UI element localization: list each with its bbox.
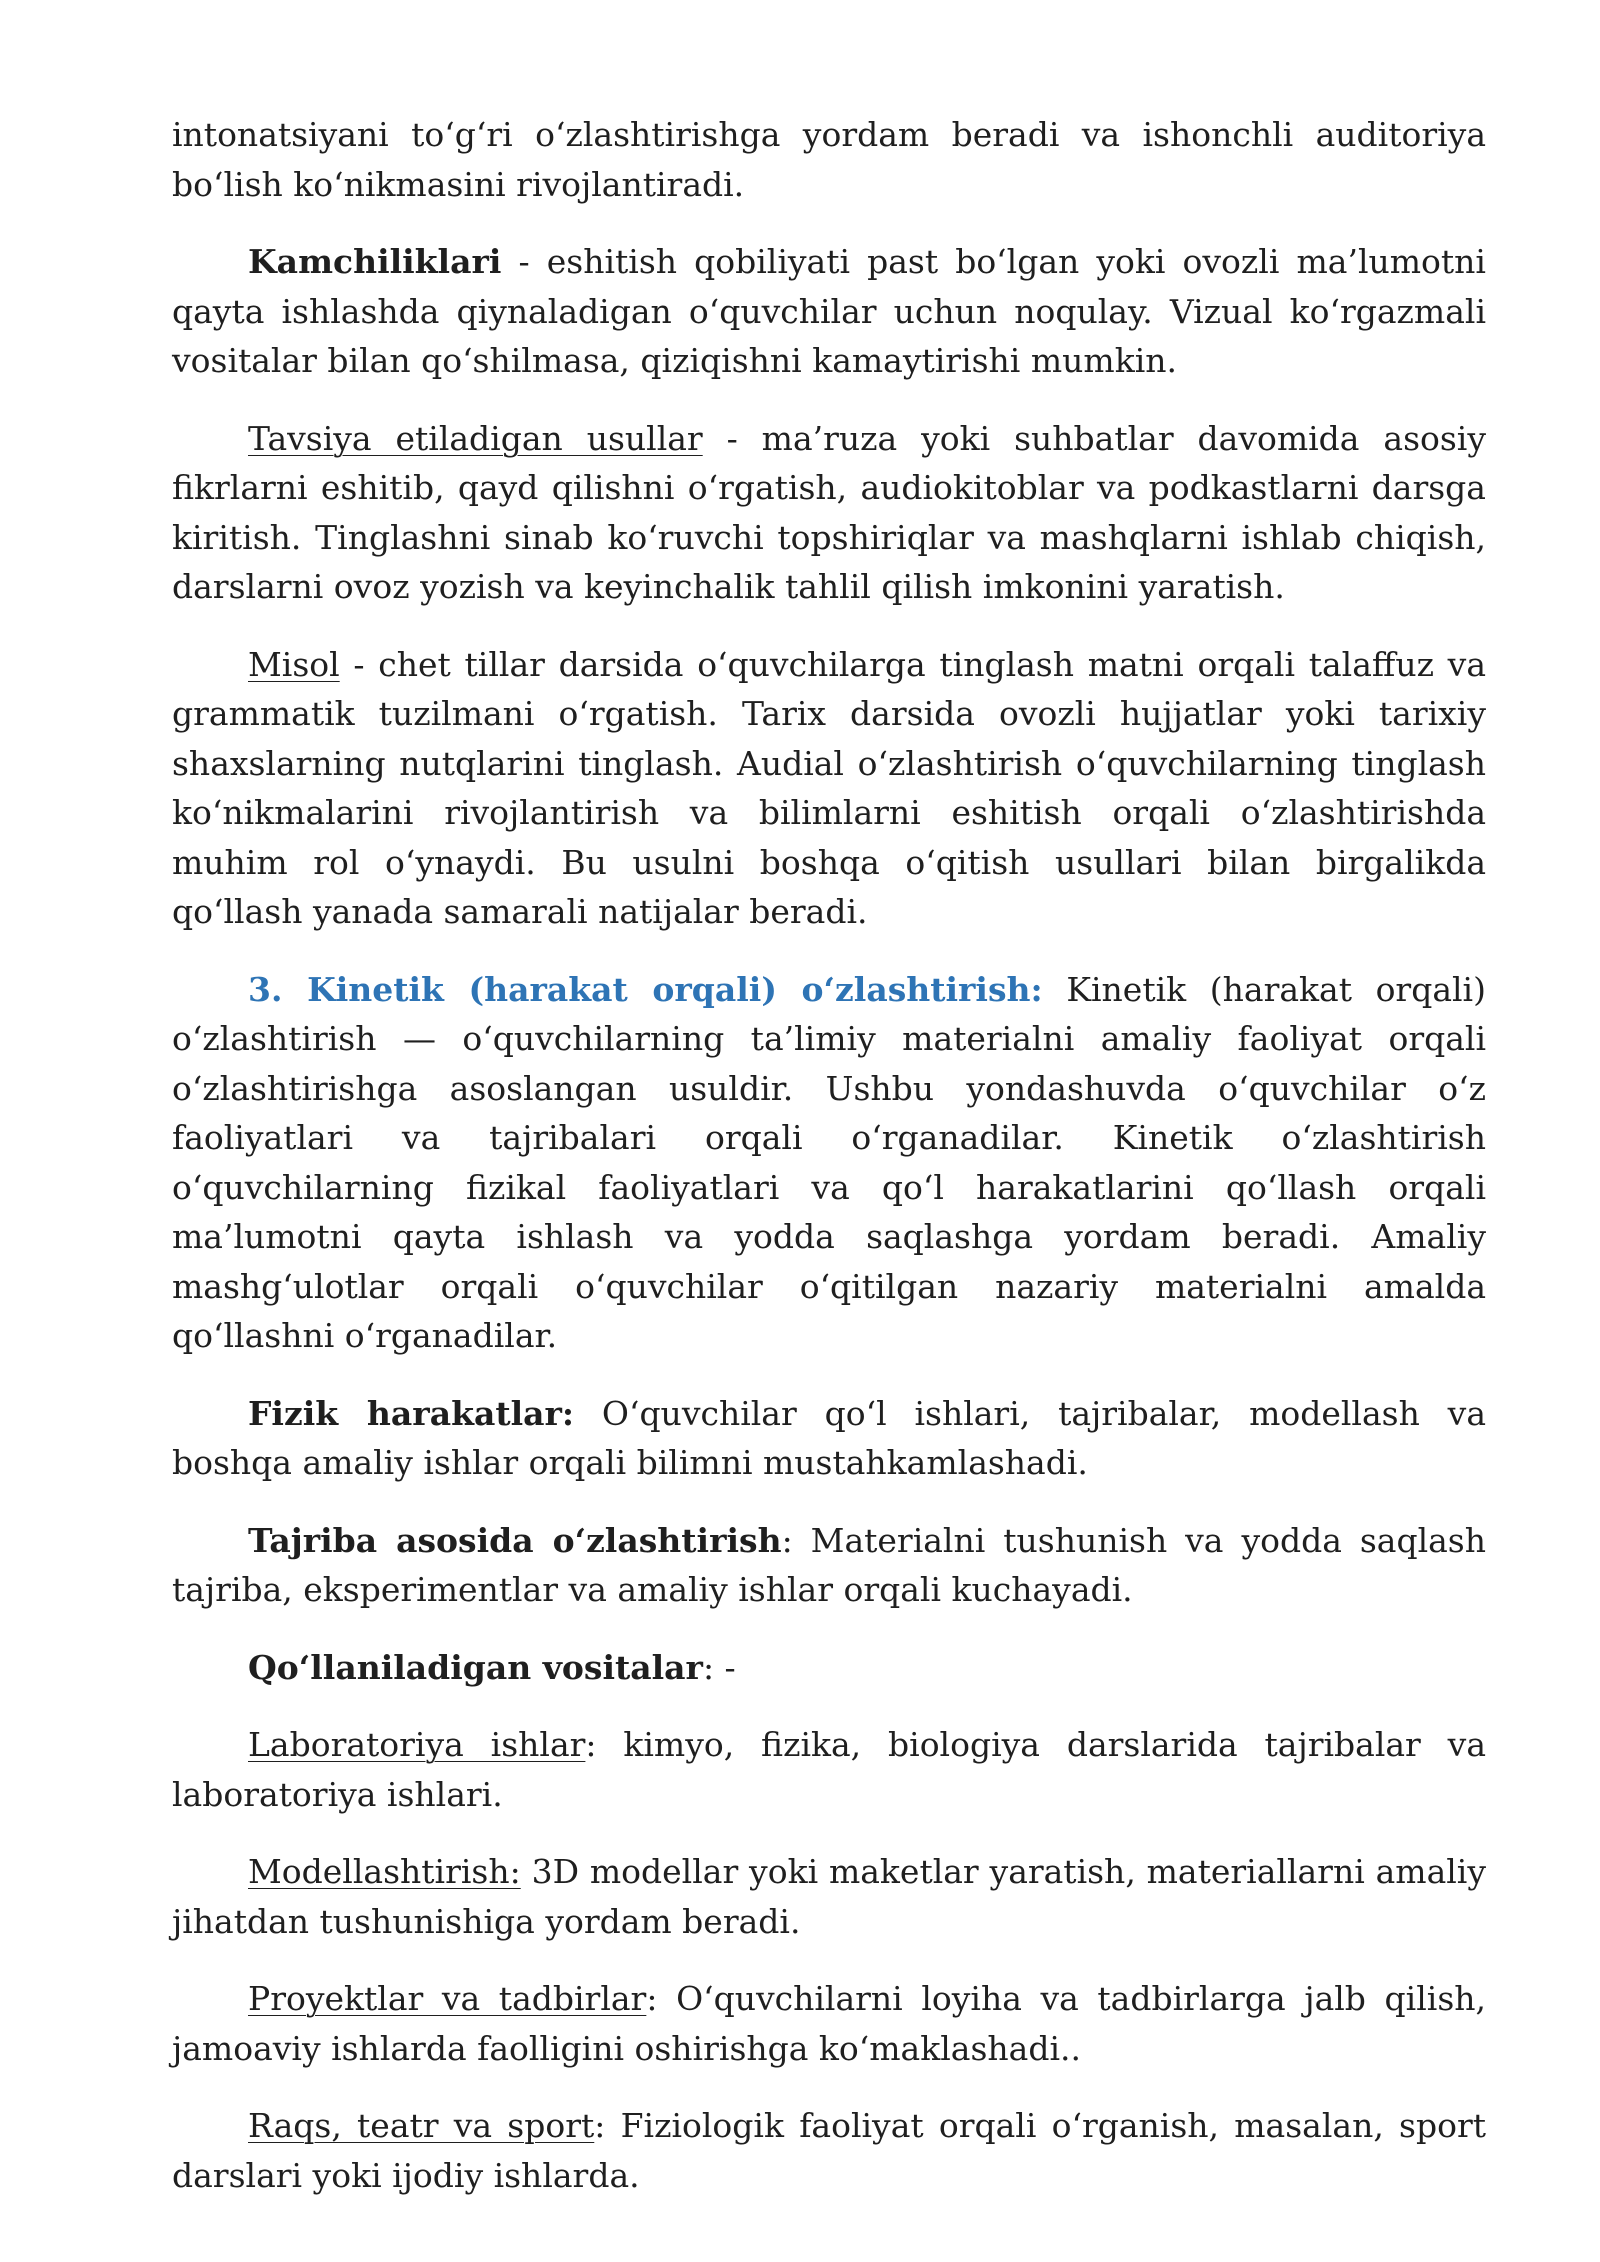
paragraph-text: intonatsiyani to‘g‘ri o‘zlashtirishga yordam beradi va ishonchli auditoriya bo‘lish ko‘nikmasini rivojlantiradi. [172,115,1486,204]
paragraph-experience-based [172,1516,1486,1615]
tools-label: Qo‘llaniladigan vositalar [248,1647,703,1687]
physical-movements-label: Fizik harakatlar: [248,1393,575,1433]
paragraph-tools [172,1643,1486,1693]
paragraph-projects [172,1974,1486,2073]
paragraph-text: : Materialni tushunish va yodda saqlash tajriba, eksperimentlar va amaliy ishlar orqali kuchayadi. [172,1520,1486,1609]
paragraph-text: : O‘quvchilarni loyiha va tadbirlarga jalb qilish, jamoaviy ishlarda faolligini oshirishga ko‘maklashadi.. [172,1979,1486,2068]
paragraph-dance-theatre-sport [172,2101,1486,2200]
section-heading-kinetic: 3. Kinetik (harakat orqali) o‘zlashtirish: [248,969,1043,1009]
experience-based-label: Tajriba asosida o‘zlashtirish [248,1520,782,1560]
document-page [172,110,1486,2228]
paragraph-laboratory [172,1720,1486,1819]
paragraph-text: : Fiziologik faoliyat orqali o‘rganish, masalan, sport darslari yoki ijodiy ishlarda. [172,2106,1486,2195]
paragraph-text: - ma’ruza yoki suhbatlar davomida asosiy fikrlarni eshitib, qayd qilishni o‘rgatish, audiokitoblar va podkastlarni darsga kiritish. Tinglashni sinab ko‘ruvchi topshiriqlar va mashqlarni ishlab chiqish, darslarni ovoz yozish va keyinchalik tahlil qilish imkonini yaratish. [172,418,1486,606]
paragraph-text: : kimyo, fizika, biologiya darslarida tajribalar va laboratoriya ishlari. [172,1725,1486,1814]
paragraph-kinetic-section [172,965,1486,1361]
modelling-label: Modellashtirish: [248,1852,521,1891]
paragraph-text: 3D modellar yoki maketlar yaratish, materiallarni amaliy jihatdan tushunishiga yordam beradi. [172,1852,1486,1941]
paragraph-intonation [172,110,1486,209]
paragraph-text: : - [702,1647,736,1687]
paragraph-text: - chet tillar darsida o‘quvchilarga tinglash matni orqali talaffuz va grammatik tuzilmani o‘rgatish. Tarix darsida ovozli hujjatlar yoki tarixiy shaxslarning nutqlarini tinglash. Audial o‘zlashtirish o‘quvchilarning tinglash ko‘nikmalarini rivojlantirish va bilimlarni eshitish orqali o‘zlashtirishda muhim rol o‘ynaydi. Bu usulni boshqa o‘qitish usullari bilan birgalikda qo‘llash yanada samarali natijalar beradi. [172,644,1486,931]
paragraph-text: Kinetik (harakat orqali) o‘zlashtirish — o‘quvchilarning ta’limiy materialni amaliy faoliyat orqali o‘zlashtirishga asoslangan usuldir. Ushbu yondashuvda o‘quvchilar o‘z faoliyatlari va tajribalari orqali o‘rganadilar. Kinetik o‘zlashtirish o‘quvchilarning fizikal faoliyatlari va qo‘l harakatlarini qo‘llash orqali ma’lumotni qayta ishlash va yodda saqlashga yordam beradi. Amaliy mashg‘ulotlar orqali o‘quvchilar o‘qitilgan nazariy materialni amalda qo‘llashni o‘rganadilar. [172,969,1486,1355]
projects-label: Proyektlar va tadbirlar [248,1979,647,2018]
paragraph-drawbacks [172,237,1486,386]
drawbacks-label: Kamchiliklari [248,242,502,281]
laboratory-label: Laboratoriya ishlar [248,1725,586,1764]
dance-theatre-sport-label: Raqs, teatr va sport [248,2106,595,2145]
paragraph-text: O‘quvchilar qo‘l ishlari, tajribalar, modellash va boshqa amaliy ishlar orqali bilimni mustahkamlashadi. [172,1393,1486,1482]
example-label: Misol [248,644,340,684]
paragraph-text: - eshitish qobiliyati past bo‘lgan yoki ovozli ma’lumotni qayta ishlashda qiynaladigan o‘quvchilar uchun noqulay. Vizual ko‘rgazmali vositalar bilan qo‘shilmasa, qiziqishni kamaytirishi mumkin. [172,242,1486,380]
paragraph-physical-movements [172,1389,1486,1488]
paragraph-recommended-methods [172,414,1486,612]
paragraph-modelling [172,1847,1486,1946]
paragraph-example [172,640,1486,937]
recommended-methods-label: Tavsiya etiladigan usullar [248,418,703,458]
